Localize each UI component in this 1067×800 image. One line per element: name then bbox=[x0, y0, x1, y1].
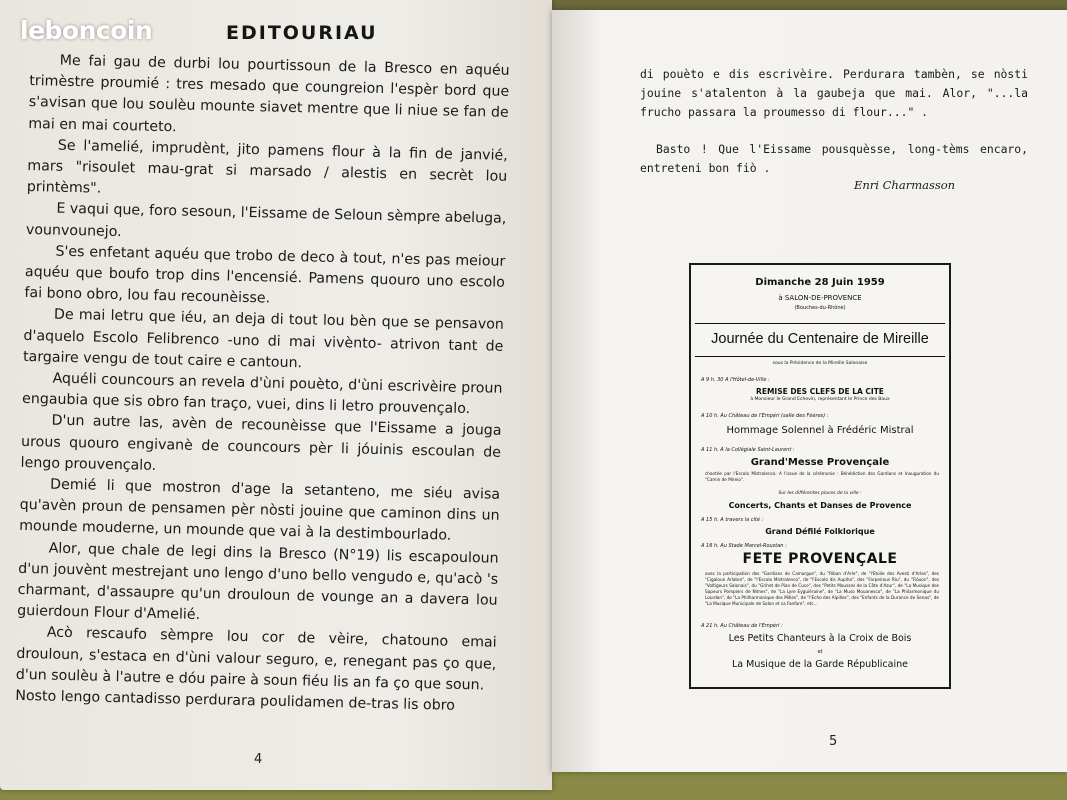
editorial-paragraph: Aquéli councours an revela d'ùni pouèto, d'ùni escrivèire proun engaubia que sis obro fan traço, vuei, dins li letro prouvençalo. bbox=[21, 370, 503, 418]
program-event: Grand'Messe Provençale bbox=[750, 457, 890, 468]
program-event: REMISE DES CLEFS DE LA CITE bbox=[756, 387, 884, 396]
bleed-through-text bbox=[300, 4, 304, 18]
right-page bbox=[552, 10, 1067, 772]
program-detail: chantée par l'Escolo Mistralenco. A l'issue de la cérémonie : Bénédiction des Gardians et Inauguration du "Camin de Mireio". bbox=[705, 471, 939, 482]
editorial-paragraph: D'un autre las, avèn de recounèisse que l'Eissame a jouga urous quouro engivanè de councours pèr li jóuinis escoulan de lengo prouvençalo. bbox=[20, 413, 502, 474]
page-number-left: 4 bbox=[254, 752, 263, 767]
editorial-paragraph: Demié li que mostron d'age la setanteno, me siéu avisa qu'avèn proun de pensamen pèr nòsti jouine que caminon dins un mounde mouderne, un mounde que vai à la destimbourlado. bbox=[19, 476, 501, 545]
continuation-paragraph: di pouèto e dis escrivèire. Perdurara tambèn, se nòsti jouine s'atalenton à la gaubeja que mai. Alor, "...la frucho passara la proumesso di flour..." . bbox=[640, 67, 1028, 119]
program-time: A 16 h. Au Stade Marcel-Roustan : bbox=[701, 543, 787, 549]
event-poster bbox=[689, 263, 951, 689]
author-signature: Enri Charmasson bbox=[854, 178, 956, 192]
program-time: A 10 h. Au Château de l'Empéri (salle des Fééres) : bbox=[701, 413, 829, 419]
program-detail: à Monsieur le Grand Echevin, représentant le Prince des Baux bbox=[750, 397, 890, 402]
leboncoin-logo: leboncoin bbox=[20, 16, 153, 45]
program-time: A 9 h. 30 A l'Hôtel-de-Ville : bbox=[701, 377, 770, 383]
program-event: Concerts, Chants et Danses de Provence bbox=[728, 501, 912, 510]
poster-presidence: sous la Présidence de la Mireille Salonaise bbox=[772, 361, 868, 366]
editorial-title: EDITOURIAU bbox=[226, 22, 378, 44]
program-and: et bbox=[817, 649, 823, 655]
closing-paragraph: Basto ! Que l'Eissame pousquèsse, long-tèms encaro, entreteni bon fiò . bbox=[640, 142, 1028, 175]
editorial-paragraph: S'es enfetant aquéu que trobo de deco à tout, n'es pas meiour aquéu que boufo trop dins l'encensié. Pamens quouro uno escolo fai bono obro, lou fau recounèisse. bbox=[24, 243, 506, 307]
program-time: Sur les différentes places de la ville : bbox=[778, 491, 862, 496]
program-event: Grand Défilé Folklorique bbox=[765, 527, 875, 536]
poster-date: Dimanche 28 Juin 1959 bbox=[755, 277, 885, 288]
program-event: Hommage Solennel à Frédéric Mistral bbox=[726, 425, 914, 436]
program-time: A 21 h. Au Château de l'Empéri : bbox=[701, 623, 783, 629]
editorial-body bbox=[15, 50, 510, 718]
program-event: FETE PROVENÇALE bbox=[742, 551, 898, 567]
poster-region: (Bouches-du-Rhône) bbox=[794, 305, 846, 311]
program-final-event: La Musique de la Garde Républicaine bbox=[732, 659, 908, 670]
editorial-continuation bbox=[640, 65, 1028, 178]
editorial-paragraph: Alor, que chale de legi dins la Bresco (N°19) lis escapouloun d'un jouvènt mestrejant uno lengo d'uno bello vengudo e, qu'acò 's charmant, d'assaupre qu'un drouloun de vounge an a davera lou guierdoun Flour d'Amelié. bbox=[17, 540, 499, 624]
program-time: A 15 h. A travers la cité : bbox=[701, 517, 764, 523]
editorial-paragraph: Acò rescaufo sèmpre lou cor de vèire, chatouno emai drouloun, s'estaca en d'ùni valour seguro, e, renegant pas ço que, d'un soulèu à l'autre e dóu paire à soun fiéu lis an fa ço que soun. bbox=[15, 625, 497, 694]
editorial-paragraph: De mai letru que iéu, an deja di tout lou bèn que se pensavon d'aquelo Escolo Felibrenco -uno di mai vivènto- atrivon tant de targaire vengu de tout caire e cantoun. bbox=[22, 307, 505, 372]
editorial-paragraph: Nosto lengo cantadisso perdurara poulidamen de-tras lis obro bbox=[15, 687, 456, 714]
program-detail: avec la participation des "Gardians de Camargue", du "Riban d'Arle", de "l'Etoile des Avesti d'Arles", des "Cigaloun Arlaten", de "l'Escolo Mistralenco", de "l'Escolo dis Aupiho", des "Farpeirous Riu", du "Fiòuon", des "Voltigeurs Salonais", du "Grihet de Pian de Cuco", des "Petits Mousses de la Côte d'Azur", de "La Musique des Sapeurs Pompiers de Nîmes", de "La Lyre Eyguiéraine", de "La Muso Mouanesco", de "La Philarmonique du Lourdan", de "La Philharmonique des Milles", de "l'Echo des Alpilles", des "Enfants de la Durance de Senas", de "La Musique Municipale de Salon et sa Fanfare", etc... bbox=[705, 571, 939, 606]
poster-place: à SALON-DE-PROVENCE bbox=[778, 294, 862, 302]
editorial-paragraph: Se l'amelié, imprudènt, jito pamens flour à la fin de janvié, mars "risoulet mau-grat si marsado / alestis en secrèt lou printèms". bbox=[26, 137, 508, 197]
poster-title: Journée du Centenaire de Mireille bbox=[695, 323, 945, 357]
program-event: Les Petits Chanteurs à la Croix de Bois bbox=[728, 633, 912, 644]
page-number-right: 5 bbox=[829, 734, 838, 749]
editorial-paragraph: Me fai gau de durbi lou pourtissoun de la Bresco en aquéu trimèstre proumié : tres mesado que coungreion l'espèr bord que s'avisan que lou soulèu mounte siavet mentre que li niue se fan de mai en mai courteto. bbox=[28, 52, 510, 135]
editorial-paragraph: E vaqui que, foro sesoun, l'Eissame de Seloun sèmpre abeluga, vounvounejo. bbox=[25, 201, 507, 240]
program-time: A 11 h. A la Collégiale Saint-Laurent : bbox=[701, 447, 795, 453]
